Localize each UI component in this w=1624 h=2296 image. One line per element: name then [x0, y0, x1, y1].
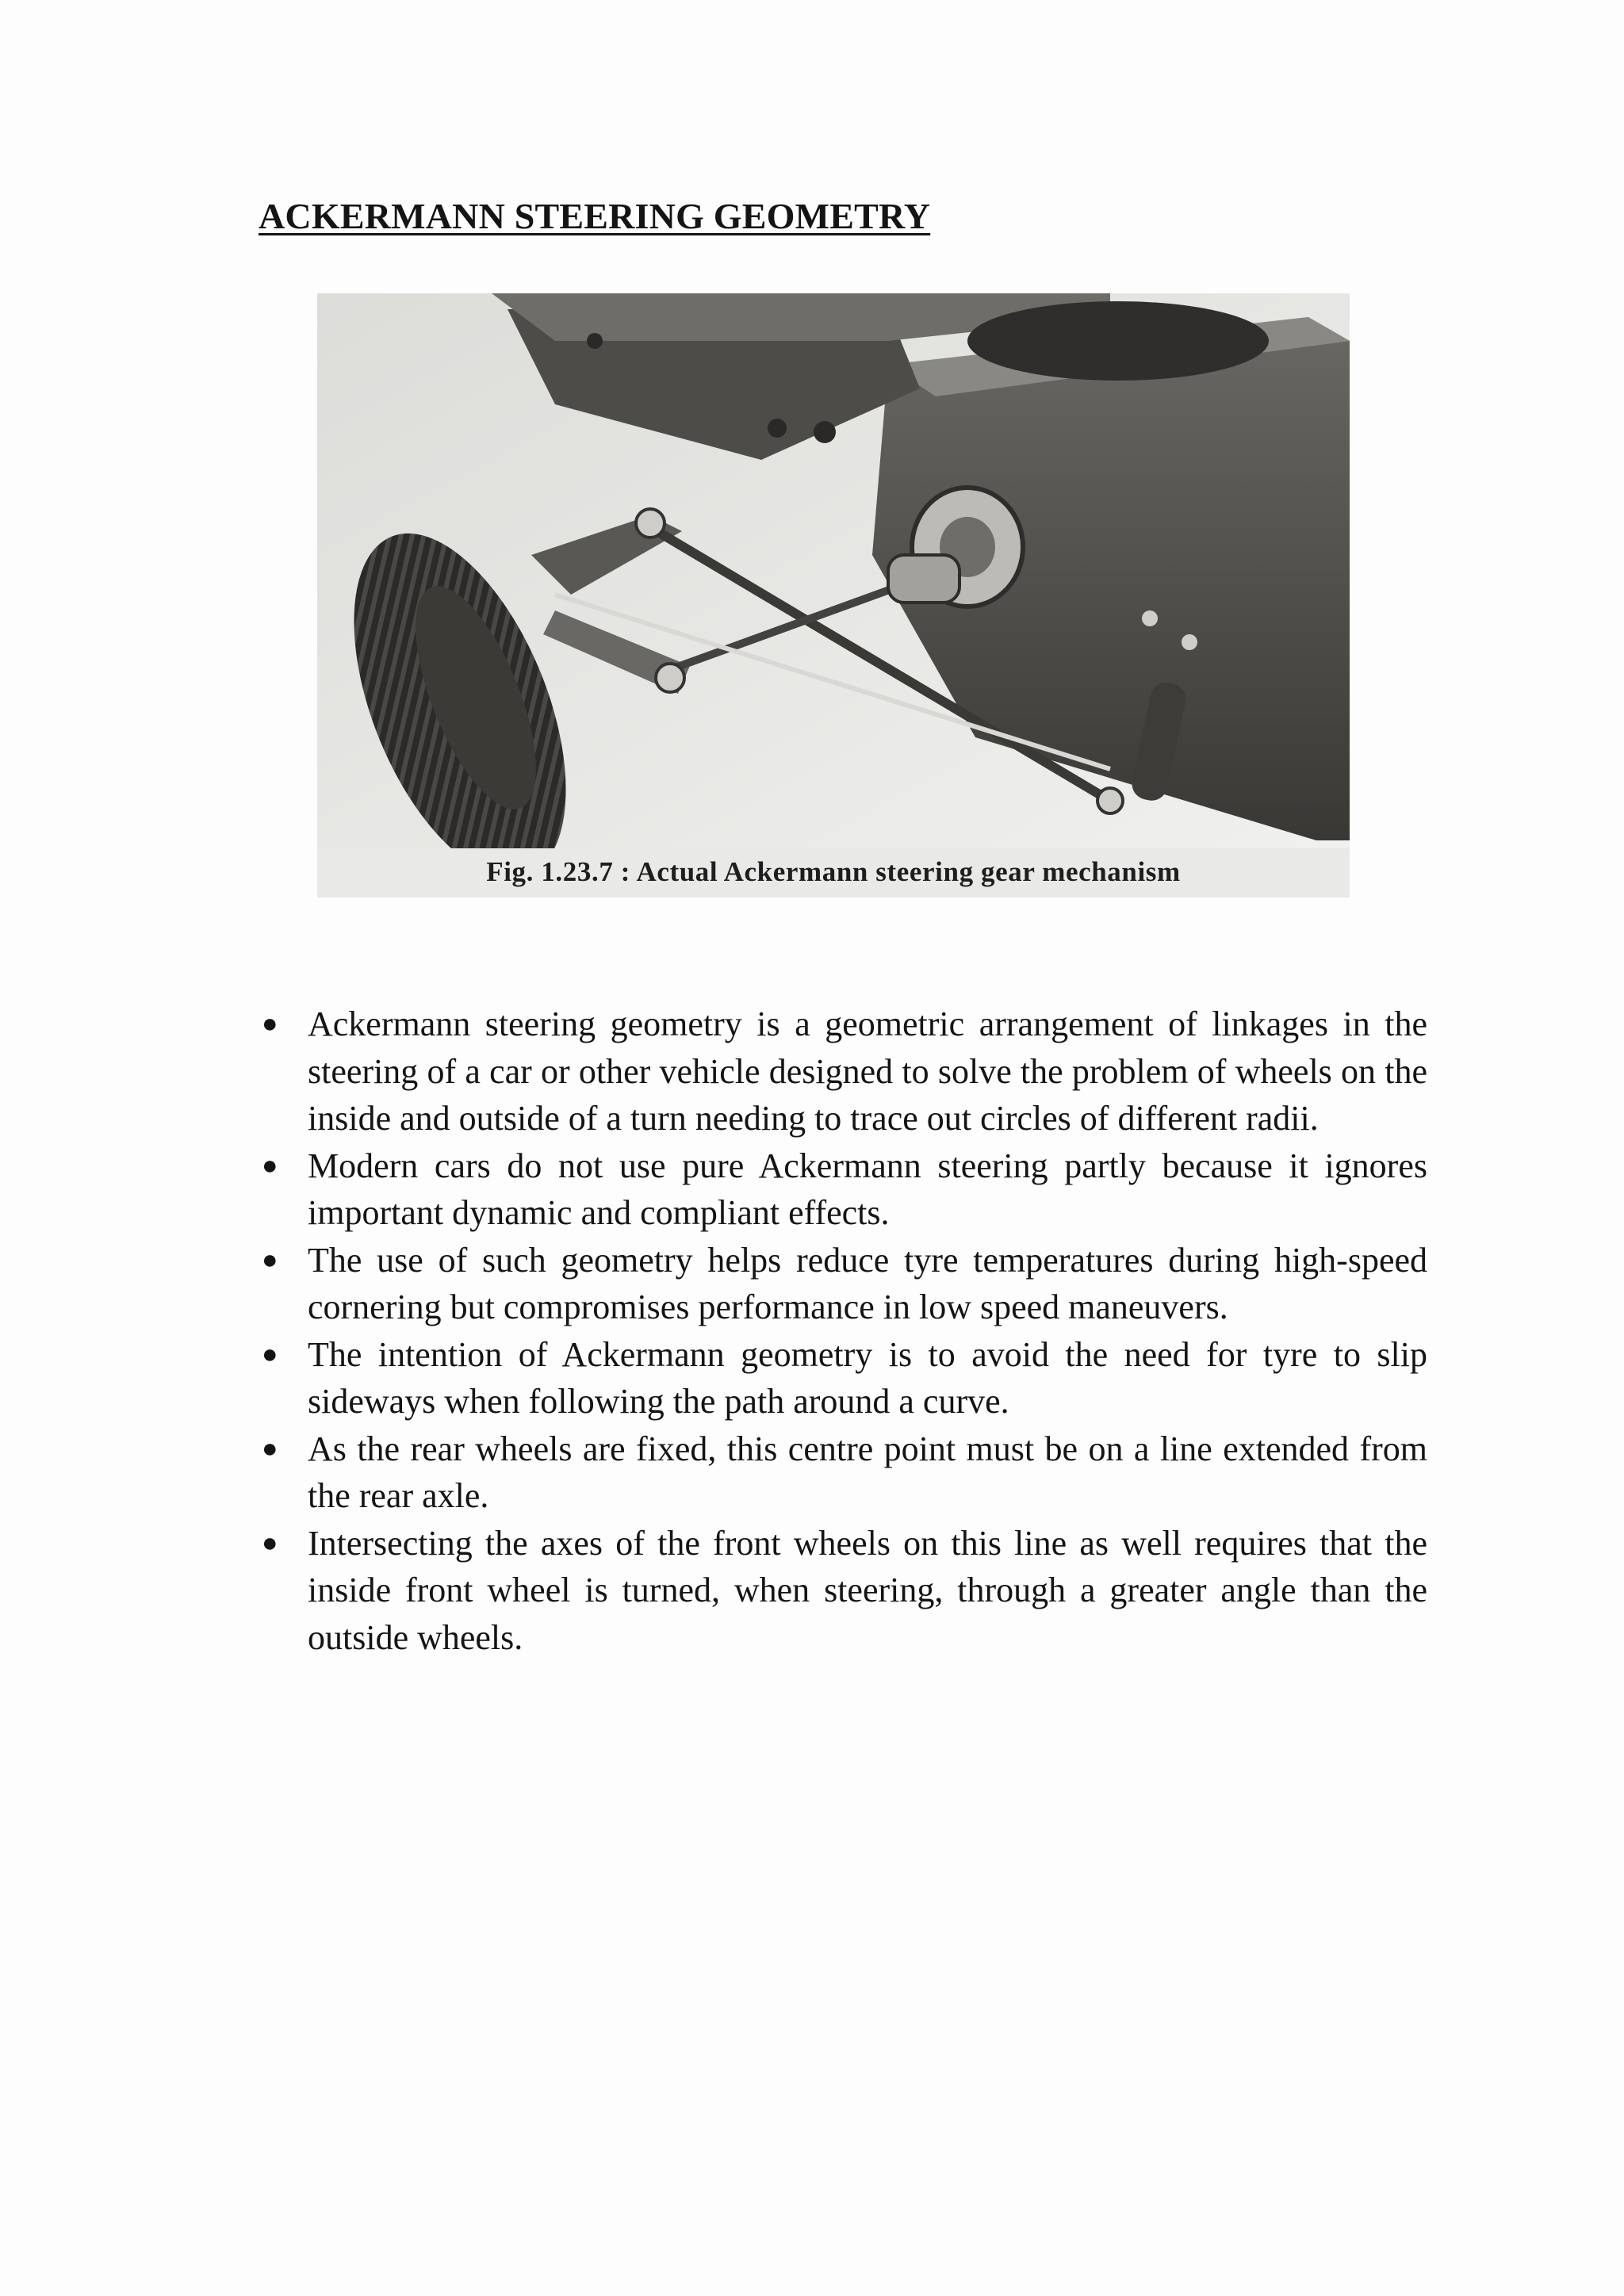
bullet-icon: ● [262, 1339, 278, 1369]
steering-mechanism-illustration [317, 293, 1350, 848]
bullet-icon: ● [262, 1528, 278, 1558]
bullet-icon: ● [262, 1009, 278, 1039]
list-item [259, 1331, 1427, 1425]
list-item-text: Intersecting the axes of the front wheels on this line as well requires that the inside front wheel is turned, when steering, through a greater angle than the outside wheels. [308, 1523, 1427, 1657]
list-item [259, 1001, 1427, 1142]
list-item [259, 1425, 1427, 1520]
bullet-list [259, 1001, 1427, 1661]
bullet-icon: ● [262, 1433, 278, 1464]
list-item-text: Modern cars do not use pure Ackermann steering partly because it ignores important dynamic and compliant effects. [308, 1146, 1427, 1232]
figure-caption: Fig. 1.23.7 : Actual Ackermann steering gear mechanism [486, 856, 1181, 887]
list-item-text: Ackermann steering geometry is a geometric arrangement of linkages in the steering of a car or other vehicle designed to solve the problem of wheels on the inside and outside of a turn needing to trace out circles of different radii. [308, 1004, 1427, 1138]
bullet-icon: ● [262, 1150, 278, 1181]
list-item [259, 1142, 1427, 1237]
list-item-text: The use of such geometry helps reduce tyre temperatures during high-speed cornering but compromises performance in low speed maneuvers. [308, 1240, 1427, 1326]
page-title: ACKERMANN STEERING GEOMETRY [259, 196, 931, 236]
list-item [259, 1520, 1427, 1662]
list-item [259, 1237, 1427, 1331]
bullet-icon: ● [262, 1245, 278, 1275]
list-item-text: The intention of Ackermann geometry is to avoid the need for tyre to slip sideways when following the path around a curve. [308, 1334, 1427, 1421]
list-item-text: As the rear wheels are fixed, this centre point must be on a line extended from the rear axle. [308, 1429, 1427, 1515]
figure-ackermann-photo [317, 293, 1350, 897]
